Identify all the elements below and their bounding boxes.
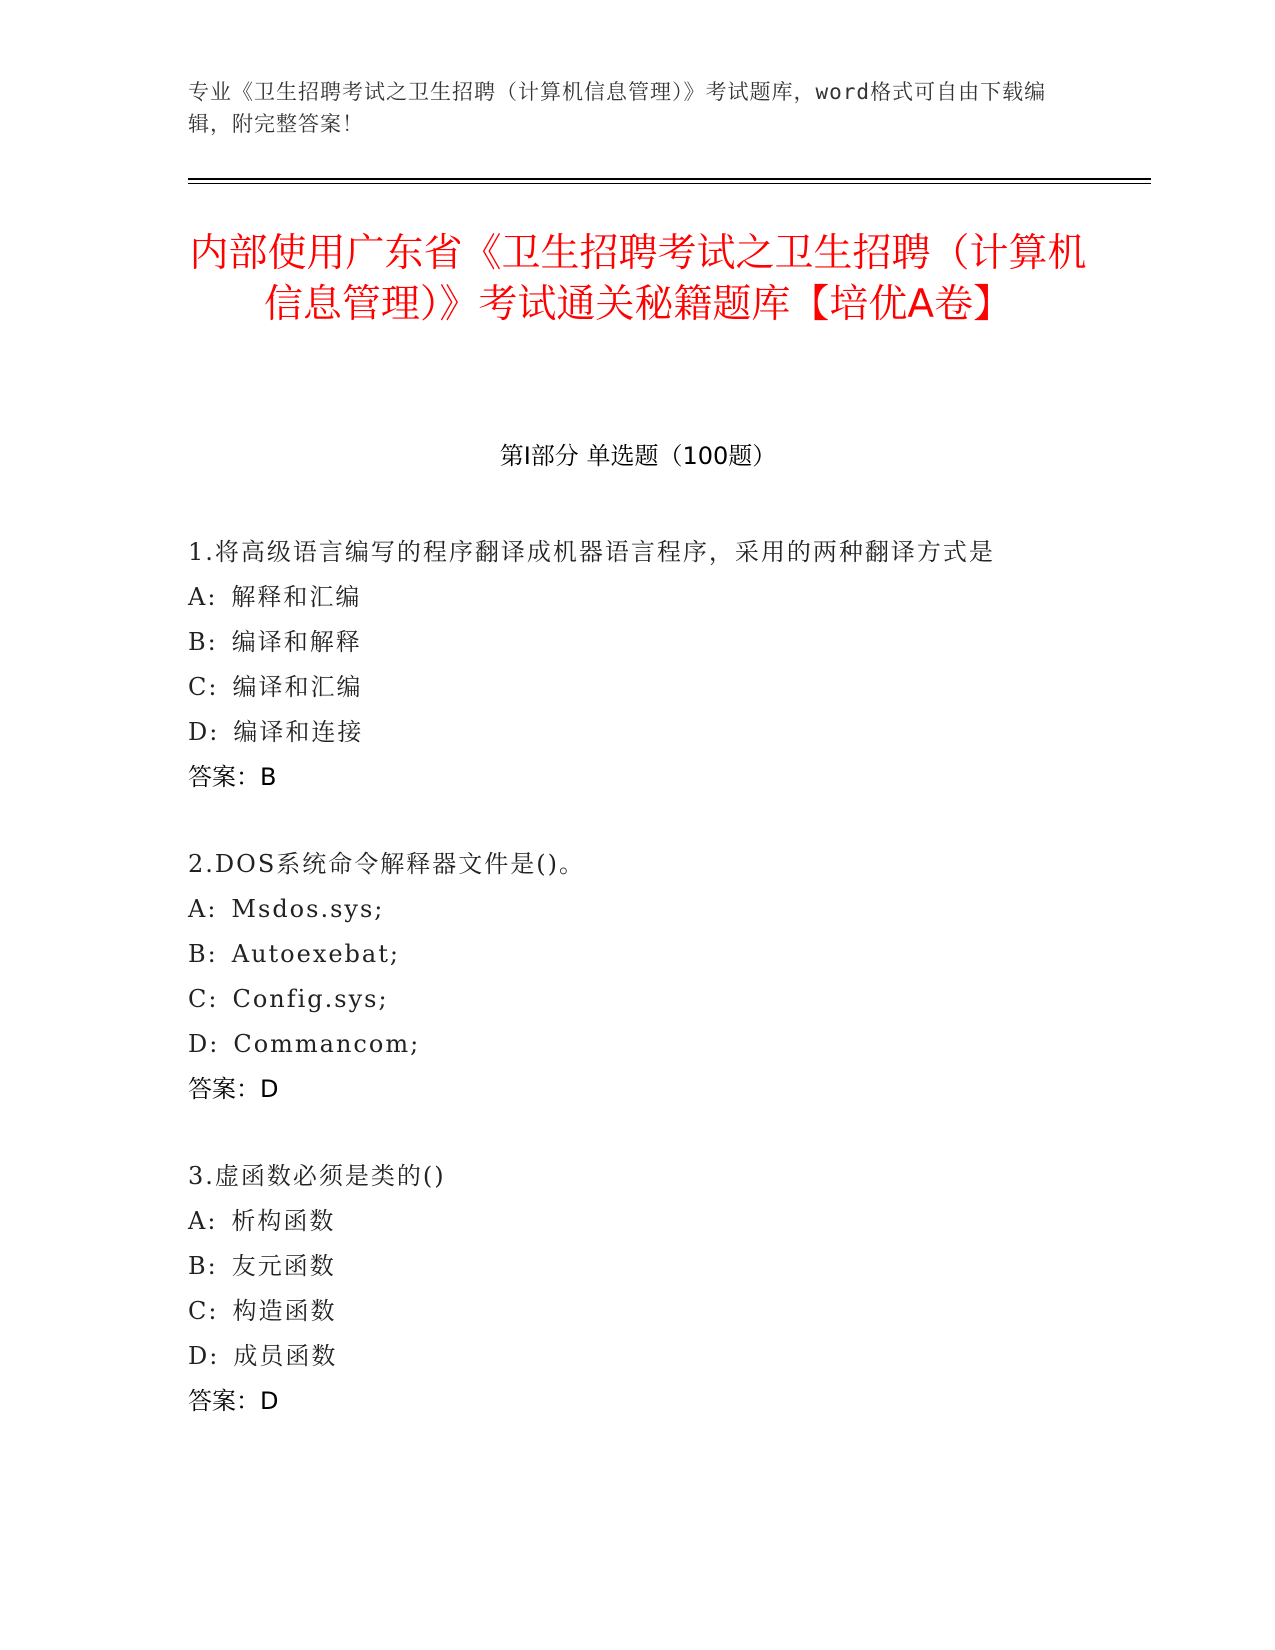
question-stem: 1.将高级语言编写的程序翻译成机器语言程序，采用的两种翻译方式是 <box>188 538 995 566</box>
option-key: C: <box>188 1297 219 1325</box>
option-key: C: <box>188 985 219 1013</box>
option-a <box>188 575 1088 620</box>
option-text: 编译和连接 <box>233 718 364 746</box>
option-key: B: <box>188 940 218 968</box>
header-divider-thick <box>188 178 1151 180</box>
question-list <box>188 530 1088 1466</box>
option-key: C: <box>188 673 219 701</box>
option-key: B: <box>188 1252 218 1280</box>
option-a <box>188 887 1088 932</box>
option-b <box>188 1244 1088 1289</box>
option-text: 编译和汇编 <box>232 673 363 701</box>
header-divider-thin <box>188 183 1151 184</box>
option-text: 析构函数 <box>231 1207 336 1235</box>
answer-line: 答案：D <box>188 1387 279 1415</box>
option-text: 编译和解释 <box>231 628 362 656</box>
option-b <box>188 932 1088 977</box>
question-3 <box>188 1154 1088 1424</box>
option-d <box>188 710 1088 755</box>
option-text: Config.sys; <box>232 985 389 1013</box>
option-d <box>188 1334 1088 1379</box>
option-key: A: <box>188 1207 218 1235</box>
question-1 <box>188 530 1088 800</box>
option-text: 解释和汇编 <box>231 583 362 611</box>
question-stem: 2.DOS系统命令解释器文件是()。 <box>188 850 585 878</box>
question-stem: 3.虚函数必须是类的() <box>188 1162 446 1190</box>
option-key: D: <box>188 718 220 746</box>
option-c <box>188 665 1088 710</box>
option-text: 成员函数 <box>233 1342 338 1370</box>
option-b <box>188 620 1088 665</box>
section-title: 第I部分 单选题（100题） <box>499 442 777 470</box>
header-note: 专业《卫生招聘考试之卫生招聘（计算机信息管理）》考试题库，word格式可自由下载编辑，附完整答案！ <box>188 80 1047 136</box>
option-text: 友元函数 <box>231 1252 336 1280</box>
option-key: D: <box>188 1342 220 1370</box>
option-key: A: <box>188 583 218 611</box>
option-a <box>188 1199 1088 1244</box>
option-c <box>188 977 1088 1022</box>
option-key: B: <box>188 628 218 656</box>
answer-line: 答案：B <box>188 763 277 791</box>
option-d <box>188 1022 1088 1067</box>
option-text: Commancom; <box>233 1030 421 1058</box>
option-key: A: <box>188 895 218 923</box>
answer-line: 答案：D <box>188 1075 279 1103</box>
option-text: Msdos.sys; <box>231 895 385 923</box>
option-key: D: <box>188 1030 220 1058</box>
option-text: Autoexebat; <box>231 940 400 968</box>
option-text: 构造函数 <box>232 1297 337 1325</box>
option-c <box>188 1289 1088 1334</box>
question-2 <box>188 842 1088 1112</box>
document-title: 内部使用广东省《卫生招聘考试之卫生招聘（计算机信息管理）》考试通关秘籍题库【培优A卷】 <box>189 231 1087 327</box>
